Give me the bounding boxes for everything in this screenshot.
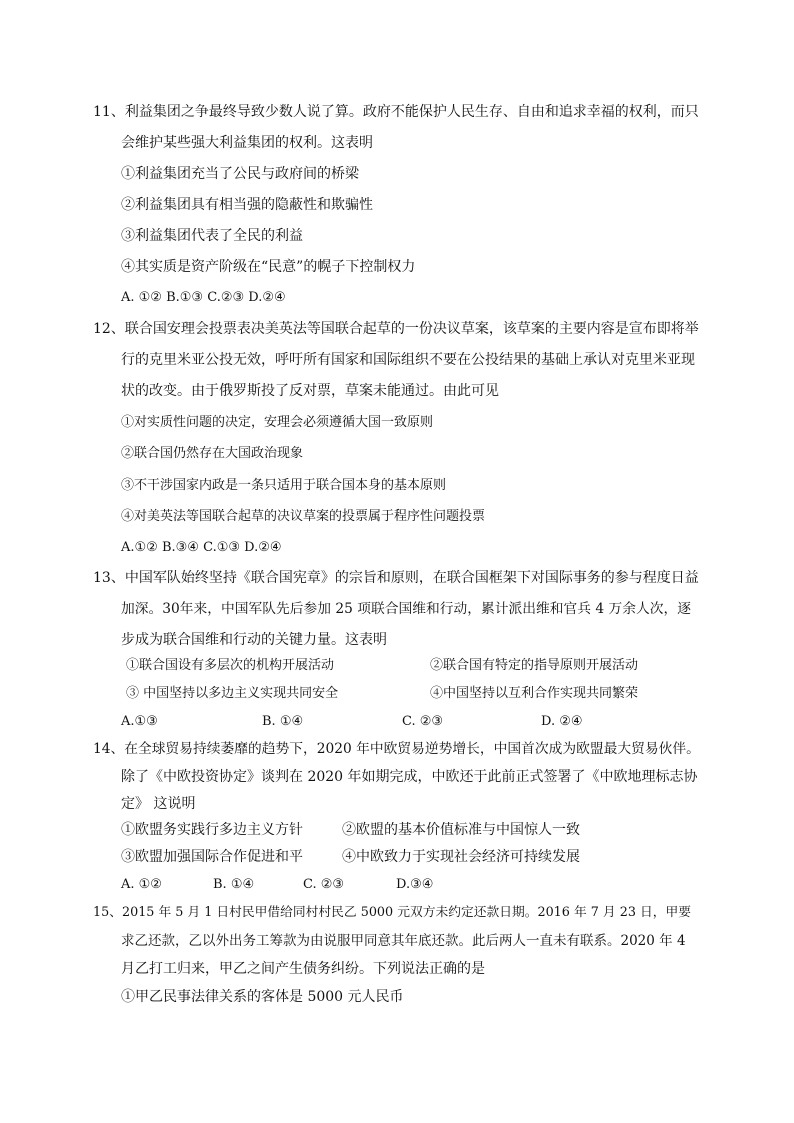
question-11-stem-line-1: 11、利益集团之争最终导致少数人说了算。政府不能保护人民生存、自由和追求幸福的权利，而只 xyxy=(93,104,699,120)
question-13-option-4: ④中国坚持以互利合作实现共同繁荣 xyxy=(430,686,639,701)
question-15-stem-line-1: 15、2015 年 5 月 1 日村民甲借给同村村民乙 5000 元双方未约定还款日期。2016 年 7 月 23 日，甲要 xyxy=(93,905,692,920)
question-15-option-1: ①甲乙民事法律关系的客体是 5000 元人民币 xyxy=(121,989,404,1005)
question-14-answer-c: C. ②③ xyxy=(303,877,345,892)
question-11-option-1: ①利益集团充当了公民与政府间的桥梁 xyxy=(121,166,359,182)
question-12-option-4: ④对美英法等国联合起草的决议草案的投票属于程序性问题投票 xyxy=(121,509,486,524)
question-13-answer-c: C. ②③ xyxy=(402,714,444,729)
question-12-answers: A.①② B.③④ C.①③ D.②④ xyxy=(121,540,282,555)
question-11-option-2: ②利益集团具有相当强的隐蔽性和欺骗性 xyxy=(121,197,373,213)
question-14-stem-line-1: 14、在全球贸易持续萎靡的趋势下，2020 年中欧贸易逆势增长，中国首次成为欧盟最大贸易伙伴。 xyxy=(93,741,700,757)
question-13-stem-line-2: 加深。30年来，中国军队先后参加 25 项联合国维和行动，累计派出维和官兵 4 万余人次，逐 xyxy=(121,601,691,617)
question-13-answer-d: D. ②④ xyxy=(541,714,583,729)
question-13-option-1: ①联合国设有多层次的机构开展活动 xyxy=(126,658,335,673)
question-14-option-3: ③欧盟加强国际合作促进和平 xyxy=(121,849,303,865)
question-11-option-4: ④其实质是资产阶级在“民意”的幌子下控制权力 xyxy=(121,259,416,275)
question-14-stem-line-2: 除了《中欧投资协定》谈判在 2020 年如期完成，中欧还于此前正式签署了《中欧地理标志协 xyxy=(121,769,698,785)
question-11-stem-line-2: 会维护某些强大利益集团的权利。这表明 xyxy=(121,135,373,151)
question-11-answers: A. ①② B.①③ C.②③ D.②④ xyxy=(121,290,286,305)
question-13-option-3: ③ 中国坚持以多边主义实现共同安全 xyxy=(126,686,339,701)
question-14-answer-b: B. ①④ xyxy=(213,877,255,892)
question-14-option-4: ④中欧致力于实现社会经济可持续发展 xyxy=(342,849,580,865)
question-14-stem-line-3: 定》 这说明 xyxy=(121,796,196,812)
question-14-option-2: ②欧盟的基本价值标准与中国惊人一致 xyxy=(342,822,580,838)
question-14-option-1: ①欧盟务实践行多边主义方针 xyxy=(121,822,303,838)
question-11-option-3: ③利益集团代表了全民的利益 xyxy=(121,228,303,244)
question-13-option-2: ②联合国有特定的指导原则开展活动 xyxy=(430,658,639,673)
question-12-option-3: ③不干涉国家内政是一条只适用于联合国本身的基本原则 xyxy=(121,478,447,493)
question-13-stem-line-3: 步成为联合国维和行动的关键力量。这表明 xyxy=(121,632,387,648)
question-13-answer-a: A.①③ xyxy=(121,714,158,729)
question-15-stem-line-2: 求乙还款，乙以外出务工筹款为由说服甲同意其年底还款。此后两人一直未有联系。2020 年 4 xyxy=(121,933,686,949)
question-13-answer-b: B. ①④ xyxy=(262,714,304,729)
question-12-stem-line-1: 12、联合国安理会投票表决美英法等国联合起草的一份决议草案，该草案的主要内容是宣布即将举 xyxy=(93,321,699,337)
question-14-answer-d: D.③④ xyxy=(396,877,434,892)
question-12-option-2: ②联合国仍然存在大国政治现象 xyxy=(121,446,304,461)
question-12-option-1: ①对实质性问题的决定，安理会必须遵循大国一致原则 xyxy=(121,415,434,430)
question-15-stem-line-3: 月乙打工归来，甲乙之间产生债务纠纷。下列说法正确的是 xyxy=(121,961,485,977)
question-12-stem-line-2: 行的克里米亚公投无效，呼吁所有国家和国际组织不要在公投结果的基础上承认对克里米亚现 xyxy=(121,352,695,368)
question-13-stem-line-1: 13、中国军队始终坚持《联合国宪章》的宗旨和原则，在联合国框架下对国际事务的参与程度日益 xyxy=(93,570,699,586)
question-14-answer-a: A. ①② xyxy=(121,877,162,892)
question-12-stem-line-3: 状的改变。由于俄罗斯投了反对票，草案未能通过。由此可见 xyxy=(121,383,499,399)
